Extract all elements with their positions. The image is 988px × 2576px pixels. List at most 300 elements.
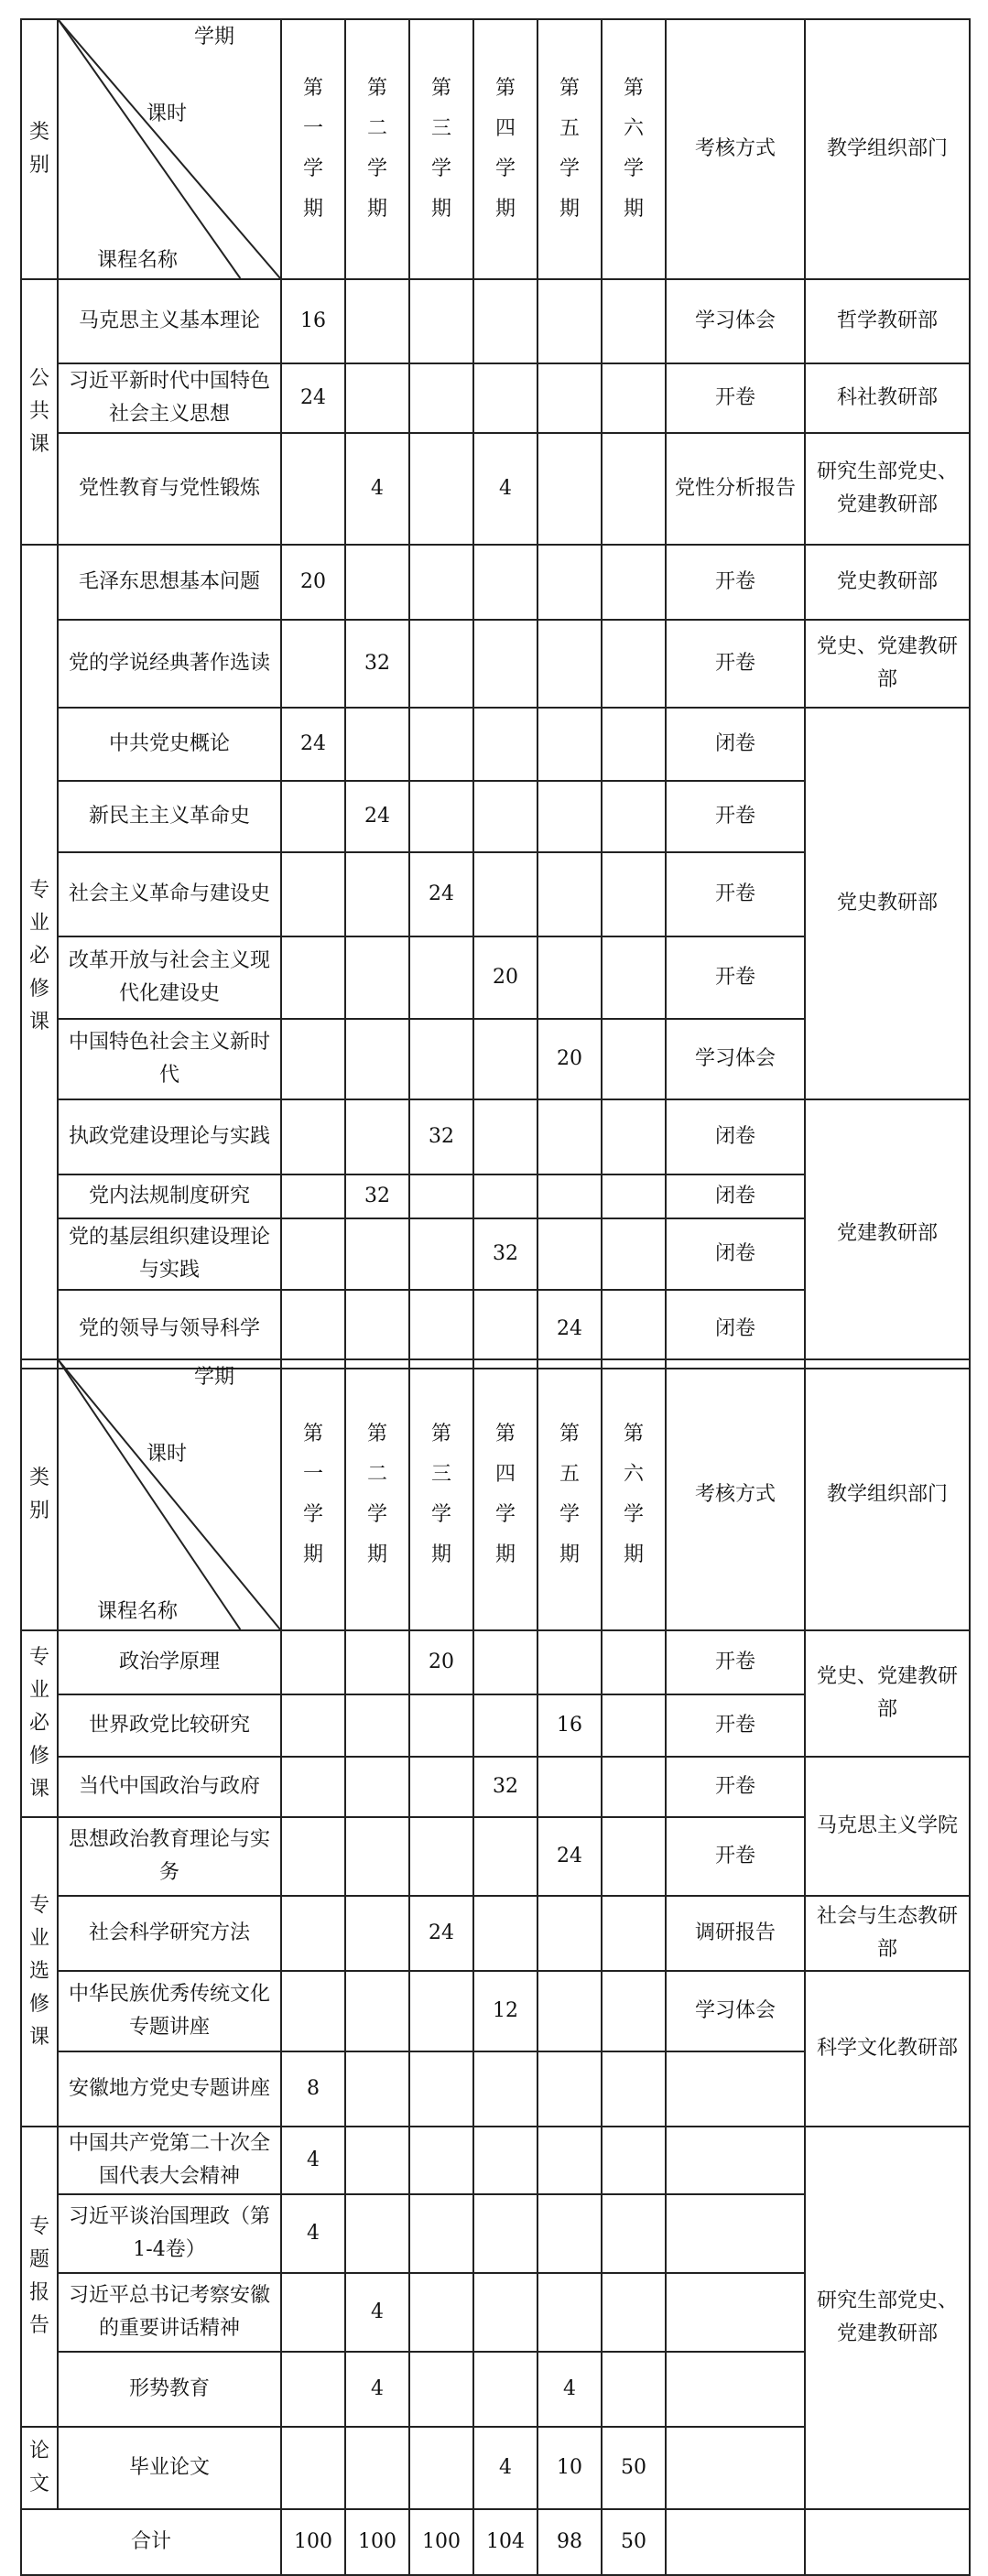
- hours-s3: 32: [409, 1099, 473, 1174]
- category-header: [21, 1359, 58, 1630]
- semester-char: 学: [559, 157, 580, 180]
- semester-char: 第: [366, 77, 387, 100]
- hours-s2: 4: [345, 433, 409, 545]
- course-name: 毛泽东思想基本问题: [58, 545, 281, 620]
- category-char: 论: [28, 2440, 49, 2462]
- category-char: 业: [28, 1927, 49, 1950]
- hours-s1: [281, 1290, 345, 1369]
- table-row: [21, 708, 970, 781]
- total-s1: 100: [281, 2509, 345, 2575]
- dept-text: 科社教研部: [836, 386, 938, 409]
- hours-s6: [602, 1019, 666, 1099]
- course-name: 世界政党比较研究: [58, 1694, 281, 1757]
- hours-s6: [602, 1971, 666, 2051]
- course-name: 党性教育与党性锻炼: [58, 433, 281, 545]
- hours-s4: [473, 1694, 537, 1757]
- course-name: 新民主主义革命史: [58, 781, 281, 852]
- assessment-cell: 闭卷: [666, 1099, 805, 1174]
- hours-s1: [281, 936, 345, 1019]
- dept-text: 科学文化教研部: [816, 2037, 958, 2060]
- hours-s4: [473, 545, 537, 620]
- semester-char: 三: [430, 1463, 451, 1486]
- course-name: 社会主义革命与建设史: [58, 852, 281, 936]
- category-char: 专: [28, 1894, 49, 1917]
- course-name: 社会科学研究方法: [58, 1896, 281, 1971]
- hours-s3: [409, 1817, 473, 1896]
- category-char: 题: [28, 2248, 49, 2271]
- semester-char: 学: [494, 157, 516, 180]
- course-name: 习近平谈治国理政（第1-4卷）: [58, 2194, 281, 2273]
- hours-s4: [473, 363, 537, 433]
- semester-char: 学: [430, 1503, 451, 1526]
- hours-s6: [602, 545, 666, 620]
- hours-s6: [602, 1694, 666, 1757]
- diag-label-semester: 学期: [194, 26, 235, 49]
- hours-s1: [281, 781, 345, 852]
- diag-label-course: 课程名称: [97, 1600, 179, 1623]
- assessment-cell: 开卷: [666, 1817, 805, 1896]
- semester-char: 第: [430, 1423, 451, 1445]
- diag-label-hours: 课时: [147, 103, 188, 125]
- semester-3-header: [409, 1359, 473, 1630]
- hours-s6: [602, 620, 666, 708]
- hours-s5: [537, 1896, 602, 1971]
- hours-s1: [281, 1757, 345, 1817]
- assessment-cell: 闭卷: [666, 1218, 805, 1290]
- dept-cell: [805, 1971, 970, 2127]
- assessment-cell: 学习体会: [666, 1019, 805, 1099]
- assessment-cell: 学习体会: [666, 279, 805, 363]
- assessment-cell: 闭卷: [666, 708, 805, 781]
- dept-cell: [805, 1630, 970, 1757]
- hours-s5: [537, 2194, 602, 2273]
- hours-s4: [473, 1290, 537, 1369]
- hours-s6: [602, 852, 666, 936]
- semester-5-header: [537, 19, 602, 279]
- category-char: 别: [28, 154, 49, 177]
- table-row: [21, 620, 970, 708]
- hours-s3: 24: [409, 1896, 473, 1971]
- category-cell: [21, 545, 58, 1369]
- hours-s3: [409, 1757, 473, 1817]
- hours-s4: 20: [473, 936, 537, 1019]
- assessment-header: 考核方式: [666, 1359, 805, 1630]
- semester-char: 第: [494, 1423, 516, 1445]
- semester-char: 期: [302, 198, 323, 221]
- hours-s6: [602, 1099, 666, 1174]
- diagonal-header: [58, 1359, 281, 1630]
- category-char: 专: [28, 879, 49, 902]
- hours-s1: 8: [281, 2051, 345, 2127]
- category-char: 共: [28, 400, 49, 423]
- curriculum-table-1: [20, 18, 971, 1369]
- hours-s6: [602, 1218, 666, 1290]
- hours-s2: [345, 545, 409, 620]
- hours-s6: [602, 2127, 666, 2194]
- hours-s1: [281, 1694, 345, 1757]
- hours-s2: [345, 1019, 409, 1099]
- hours-s6: [602, 2352, 666, 2427]
- semester-char: 第: [623, 77, 644, 100]
- hours-s4: [473, 2352, 537, 2427]
- hours-s5: 16: [537, 1694, 602, 1757]
- hours-s2: [345, 1630, 409, 1694]
- hours-s4: 32: [473, 1218, 537, 1290]
- course-name: 党的基层组织建设理论与实践: [58, 1218, 281, 1290]
- semester-2-header: [345, 1359, 409, 1630]
- hours-s4: [473, 2051, 537, 2127]
- category-char: 课: [28, 1011, 49, 1034]
- category-cell: [21, 1630, 58, 1817]
- semester-char: 五: [559, 1463, 580, 1486]
- hours-s1: [281, 1971, 345, 2051]
- hours-s3: [409, 708, 473, 781]
- hours-s2: [345, 1757, 409, 1817]
- semester-char: 期: [430, 1543, 451, 1566]
- hours-s1: [281, 852, 345, 936]
- table-row: [21, 2127, 970, 2194]
- course-name: 改革开放与社会主义现代化建设史: [58, 936, 281, 1019]
- dept-header: 教学组织部门: [805, 19, 970, 279]
- assessment-cell: [666, 2352, 805, 2427]
- hours-s1: [281, 1817, 345, 1896]
- hours-s3: [409, 2051, 473, 2127]
- table-row: [21, 1099, 970, 1174]
- hours-s6: [602, 1757, 666, 1817]
- hours-s1: [281, 1174, 345, 1218]
- hours-s2: [345, 1817, 409, 1896]
- hours-s2: [345, 1896, 409, 1971]
- dept-cell: [805, 708, 970, 1099]
- course-name: 马克思主义基本理论: [58, 279, 281, 363]
- hours-s3: 20: [409, 1630, 473, 1694]
- hours-s5: 20: [537, 1019, 602, 1099]
- assessment-cell: [666, 2051, 805, 2127]
- hours-s6: [602, 1817, 666, 1896]
- category-char: 课: [28, 433, 49, 456]
- hours-s2: [345, 1694, 409, 1757]
- hours-s3: [409, 781, 473, 852]
- assessment-cell: 开卷: [666, 781, 805, 852]
- total-dept: [805, 2509, 970, 2575]
- hours-s2: [345, 1099, 409, 1174]
- hours-s1: 20: [281, 545, 345, 620]
- dept-text: 研究生部党史、党建教研部: [816, 460, 958, 516]
- total-s6: 50: [602, 2509, 666, 2575]
- hours-s1: [281, 1630, 345, 1694]
- semester-char: 第: [494, 77, 516, 100]
- hours-s5: [537, 363, 602, 433]
- hours-s6: [602, 363, 666, 433]
- semester-char: 六: [623, 1463, 644, 1486]
- assessment-cell: 调研报告: [666, 1896, 805, 1971]
- dept-cell: [805, 363, 970, 433]
- hours-s5: [537, 620, 602, 708]
- total-row: [21, 2509, 970, 2575]
- category-char: 报: [28, 2281, 49, 2304]
- hours-s3: [409, 1694, 473, 1757]
- hours-s2: [345, 1218, 409, 1290]
- dept-text: 社会与生态教研部: [816, 1905, 958, 1961]
- diag-label-course: 课程名称: [97, 249, 179, 272]
- semester-char: 二: [366, 1463, 387, 1486]
- semester-char: 四: [494, 117, 516, 140]
- semester-char: 期: [494, 1543, 516, 1566]
- dept-text: 党史教研部: [836, 892, 938, 915]
- assessment-cell: 开卷: [666, 1630, 805, 1694]
- curriculum-table-2: [20, 1358, 971, 2576]
- hours-s5: [537, 2051, 602, 2127]
- assessment-cell: 闭卷: [666, 1290, 805, 1369]
- hours-s5: [537, 2127, 602, 2194]
- course-name: 党的领导与领导科学: [58, 1290, 281, 1369]
- hours-s2: [345, 1971, 409, 2051]
- hours-s2: 32: [345, 1174, 409, 1218]
- category-char: 类: [28, 1467, 49, 1489]
- course-name: 中国共产党第二十次全国代表大会精神: [58, 2127, 281, 2194]
- semester-char: 第: [302, 1423, 323, 1445]
- dept-cell: [805, 1896, 970, 1971]
- category-char: 公: [28, 367, 49, 390]
- course-name: 毕业论文: [58, 2427, 281, 2509]
- hours-s3: [409, 545, 473, 620]
- semester-char: 一: [302, 117, 323, 140]
- hours-s4: 32: [473, 1757, 537, 1817]
- category-cell: [21, 1817, 58, 2127]
- assessment-cell: 开卷: [666, 620, 805, 708]
- hours-s6: [602, 781, 666, 852]
- assessment-cell: [666, 2127, 805, 2194]
- assessment-cell: 开卷: [666, 1757, 805, 1817]
- table-row: [21, 1630, 970, 1694]
- hours-s2: 32: [345, 620, 409, 708]
- category-cell: [21, 279, 58, 545]
- hours-s2: [345, 279, 409, 363]
- semester-char: 三: [430, 117, 451, 140]
- hours-s1: [281, 1218, 345, 1290]
- table-row: [21, 433, 970, 545]
- semester-char: 第: [366, 1423, 387, 1445]
- dept-cell: [805, 1757, 970, 1896]
- semester-char: 二: [366, 117, 387, 140]
- course-name: 中共党史概论: [58, 708, 281, 781]
- dept-cell: [805, 545, 970, 620]
- dept-cell: [805, 1099, 970, 1369]
- semester-4-header: [473, 19, 537, 279]
- hours-s2: [345, 852, 409, 936]
- hours-s6: [602, 2051, 666, 2127]
- hours-s3: [409, 363, 473, 433]
- hours-s1: 16: [281, 279, 345, 363]
- category-char: 业: [28, 1679, 49, 1702]
- semester-5-header: [537, 1359, 602, 1630]
- course-name: 执政党建设理论与实践: [58, 1099, 281, 1174]
- hours-s3: [409, 2194, 473, 2273]
- dept-text: 研究生部党史、党建教研部: [816, 2289, 958, 2345]
- semester-char: 第: [559, 1423, 580, 1445]
- hours-s5: [537, 1971, 602, 2051]
- semester-6-header: [602, 19, 666, 279]
- hours-s3: [409, 2427, 473, 2509]
- semester-char: 学: [302, 157, 323, 180]
- hours-s1: [281, 2427, 345, 2509]
- hours-s3: 24: [409, 852, 473, 936]
- hours-s2: [345, 2051, 409, 2127]
- semester-char: 期: [559, 198, 580, 221]
- hours-s1: [281, 1019, 345, 1099]
- assessment-cell: 开卷: [666, 852, 805, 936]
- semester-char: 六: [623, 117, 644, 140]
- course-name: 习近平新时代中国特色社会主义思想: [58, 363, 281, 433]
- semester-char: 期: [366, 198, 387, 221]
- hours-s4: 4: [473, 2427, 537, 2509]
- semester-char: 五: [559, 117, 580, 140]
- category-char: 专: [28, 2215, 49, 2238]
- hours-s4: [473, 2127, 537, 2194]
- category-char: 必: [28, 945, 49, 968]
- hours-s4: [473, 2273, 537, 2352]
- hours-s5: 10: [537, 2427, 602, 2509]
- hours-s3: [409, 279, 473, 363]
- hours-s6: [602, 1174, 666, 1218]
- hours-s1: 4: [281, 2194, 345, 2273]
- hours-s5: 24: [537, 1290, 602, 1369]
- total-s2: 100: [345, 2509, 409, 2575]
- hours-s5: [537, 1218, 602, 1290]
- category-char: 别: [28, 1499, 49, 1522]
- category-char: 修: [28, 978, 49, 1001]
- assessment-cell: 党性分析报告: [666, 433, 805, 545]
- dept-cell: [805, 620, 970, 708]
- hours-s5: [537, 1630, 602, 1694]
- hours-s6: [602, 2194, 666, 2273]
- hours-s4: [473, 708, 537, 781]
- hours-s4: [473, 1817, 537, 1896]
- assessment-cell: [666, 2273, 805, 2352]
- hours-s2: 4: [345, 2352, 409, 2427]
- hours-s5: [537, 1757, 602, 1817]
- hours-s4: [473, 620, 537, 708]
- total-s3: 100: [409, 2509, 473, 2575]
- category-header: [21, 19, 58, 279]
- hours-s2: [345, 936, 409, 1019]
- semester-char: 学: [623, 157, 644, 180]
- semester-char: 期: [559, 1543, 580, 1566]
- hours-s5: [537, 279, 602, 363]
- hours-s4: [473, 279, 537, 363]
- assessment-cell: 闭卷: [666, 1174, 805, 1218]
- semester-char: 一: [302, 1463, 323, 1486]
- hours-s5: [537, 1099, 602, 1174]
- semester-char: 期: [623, 198, 644, 221]
- hours-s4: [473, 1630, 537, 1694]
- hours-s3: [409, 2273, 473, 2352]
- dept-cell: [805, 279, 970, 363]
- hours-s2: 24: [345, 781, 409, 852]
- semester-1-header: [281, 1359, 345, 1630]
- hours-s1: 24: [281, 708, 345, 781]
- category-char: 选: [28, 1960, 49, 1983]
- assessment-cell: 开卷: [666, 363, 805, 433]
- semester-char: 第: [430, 77, 451, 100]
- hours-s5: [537, 781, 602, 852]
- assessment-cell: [666, 2427, 805, 2509]
- course-name: 党内法规制度研究: [58, 1174, 281, 1218]
- hours-s4: [473, 1174, 537, 1218]
- course-name: 当代中国政治与政府: [58, 1757, 281, 1817]
- hours-s6: [602, 936, 666, 1019]
- hours-s1: [281, 1896, 345, 1971]
- semester-char: 期: [366, 1543, 387, 1566]
- category-char: 必: [28, 1712, 49, 1735]
- course-name: 习近平总书记考察安徽的重要讲话精神: [58, 2273, 281, 2352]
- assessment-cell: 学习体会: [666, 1971, 805, 2051]
- hours-s4: [473, 852, 537, 936]
- hours-s6: [602, 1290, 666, 1369]
- semester-char: 期: [430, 198, 451, 221]
- semester-char: 学: [366, 157, 387, 180]
- hours-s4: 4: [473, 433, 537, 545]
- dept-cell: [805, 433, 970, 545]
- hours-s3: [409, 1290, 473, 1369]
- hours-s4: [473, 1099, 537, 1174]
- course-name: 思想政治教育理论与实务: [58, 1817, 281, 1896]
- hours-s3: [409, 1019, 473, 1099]
- category-char: 课: [28, 2026, 49, 2049]
- hours-s6: [602, 1630, 666, 1694]
- semester-4-header: [473, 1359, 537, 1630]
- hours-s4: 12: [473, 1971, 537, 2051]
- hours-s1: 24: [281, 363, 345, 433]
- course-name: 安徽地方党史专题讲座: [58, 2051, 281, 2127]
- hours-s4: [473, 1019, 537, 1099]
- dept-text: 党建教研部: [836, 1222, 938, 1245]
- course-name: 政治学原理: [58, 1630, 281, 1694]
- semester-char: 学: [366, 1503, 387, 1526]
- hours-s1: [281, 433, 345, 545]
- hours-s5: [537, 936, 602, 1019]
- semester-char: 第: [302, 77, 323, 100]
- table-row: [21, 363, 970, 433]
- category-cell: [21, 2127, 58, 2427]
- table-row: [21, 1896, 970, 1971]
- course-name: 中华民族优秀传统文化专题讲座: [58, 1971, 281, 2051]
- hours-s3: [409, 1971, 473, 2051]
- hours-s3: [409, 1218, 473, 1290]
- semester-2-header: [345, 19, 409, 279]
- semester-char: 学: [623, 1503, 644, 1526]
- course-name: 党的学说经典著作选读: [58, 620, 281, 708]
- hours-s6: [602, 708, 666, 781]
- hours-s3: [409, 433, 473, 545]
- total-label: 合计: [21, 2509, 281, 2575]
- semester-char: 学: [302, 1503, 323, 1526]
- diagonal-header: [58, 19, 281, 279]
- semester-6-header: [602, 1359, 666, 1630]
- hours-s1: [281, 2273, 345, 2352]
- semester-1-header: [281, 19, 345, 279]
- hours-s6: [602, 279, 666, 363]
- hours-s5: [537, 708, 602, 781]
- semester-char: 期: [623, 1543, 644, 1566]
- table-row: [21, 1757, 970, 1817]
- hours-s2: [345, 2194, 409, 2273]
- total-assessment: [666, 2509, 805, 2575]
- hours-s6: [602, 1896, 666, 1971]
- semester-char: 期: [494, 198, 516, 221]
- course-name: 形势教育: [58, 2352, 281, 2427]
- diag-label-semester: 学期: [194, 1366, 235, 1389]
